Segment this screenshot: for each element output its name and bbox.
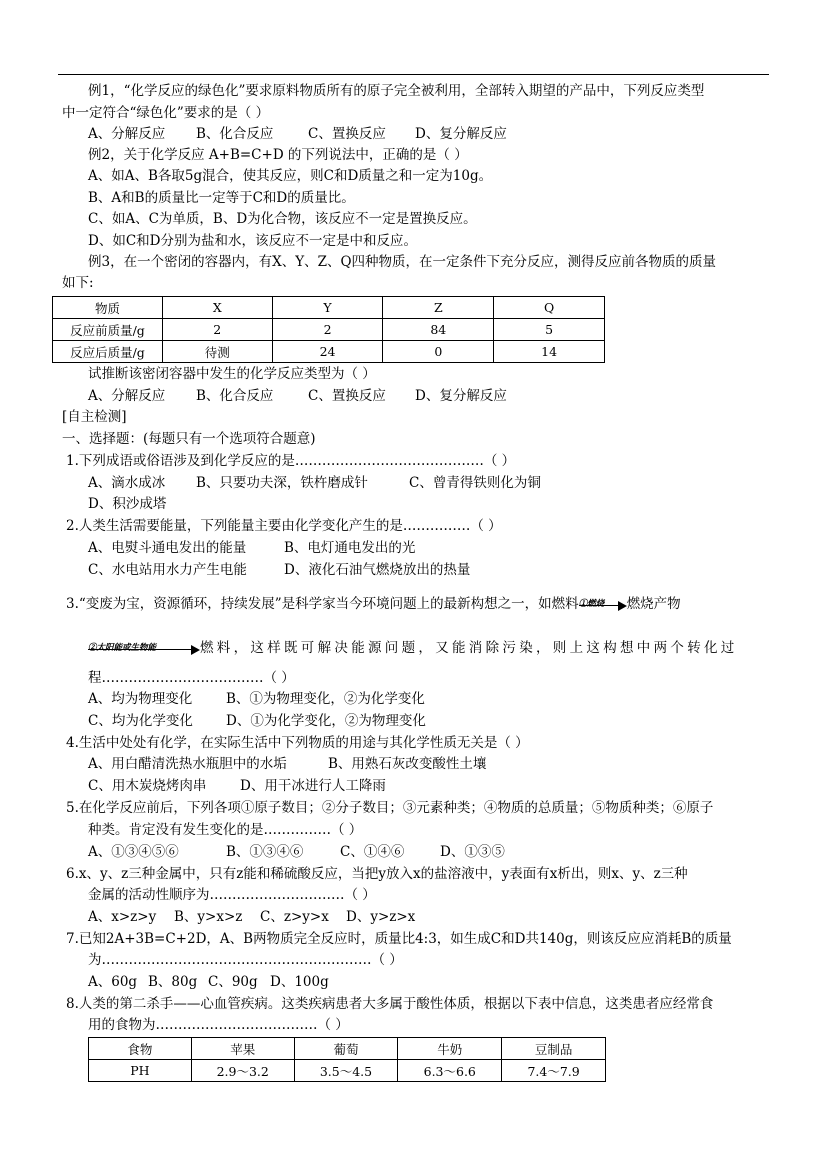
option-c: C、曾青得铁则化为铜 bbox=[409, 475, 541, 491]
table-header-row bbox=[53, 297, 605, 319]
option-a: A、60g bbox=[88, 974, 138, 990]
option-c: C、z>y>x bbox=[260, 909, 329, 925]
table-cell: 待测 bbox=[162, 341, 272, 363]
table-cell: 食物 bbox=[89, 1038, 192, 1060]
q3-options-row1 bbox=[88, 690, 425, 708]
q3-line2-text: 燃料，这样既可解决能源问题，又能消除污染，则上这构想中两个转化过 bbox=[200, 640, 738, 656]
q6-options bbox=[88, 908, 415, 926]
option-a: A、电熨斗通电发出的能量 bbox=[88, 540, 247, 556]
table-row bbox=[53, 319, 605, 341]
option-b: B、y>x>z bbox=[174, 909, 243, 925]
table-row bbox=[89, 1060, 606, 1082]
option-c: C、90g bbox=[208, 974, 258, 990]
example1-line2: 中一定符合“绿色化”要求的是（ ） bbox=[62, 105, 270, 121]
table-cell: 0 bbox=[383, 341, 494, 363]
table-cell: 葡萄 bbox=[294, 1038, 398, 1060]
option-b: B、①为物理变化，②为化学变化 bbox=[226, 691, 425, 707]
q6-line1: 6.x、y、z三种金属中，只有z能和稀硫酸反应，当把y放入x的盐溶液中，y表面有x析出，则x、y、z三种 bbox=[66, 866, 688, 882]
q4-options-row2 bbox=[88, 777, 386, 795]
table-cell: 14 bbox=[494, 341, 605, 363]
q1-options bbox=[88, 474, 541, 492]
q3-line1 bbox=[66, 595, 681, 614]
table-cell: 3.5～4.5 bbox=[294, 1060, 398, 1082]
table-cell: 豆制品 bbox=[502, 1038, 606, 1060]
table-cell: 2.9～3.2 bbox=[191, 1060, 294, 1082]
example2-option-c: C、如A、C为单质，B、D为化合物，该反应不一定是置换反应。 bbox=[88, 211, 477, 227]
example2-option-b: B、A和B的质量比一定等于C和D的质量比。 bbox=[88, 190, 355, 206]
q6-line2: 金属的活动性顺序为…………………………（ ） bbox=[88, 887, 376, 903]
q5-line2: 种类。肯定没有发生变化的是……………（ ） bbox=[88, 822, 363, 838]
option-d: D、复分解反应 bbox=[415, 388, 507, 404]
option-c: C、①④⑥ bbox=[340, 844, 405, 860]
q3-line3: 程………………………………（ ） bbox=[88, 670, 295, 686]
q7-line2: 为……………………………………………………（ ） bbox=[88, 952, 403, 968]
q2-stem: 2.人类生活需要能量，下列能量主要由化学变化产生的是……………（ ） bbox=[66, 518, 502, 534]
arrow-1 bbox=[579, 596, 627, 614]
table-cell: 84 bbox=[383, 319, 494, 341]
option-d: D、100g bbox=[270, 974, 329, 990]
example1-line1: 例1，“化学反应的绿色化”要求原料物质所有的原子完全被利用，全部转入期望的产品中，下列反应类型 bbox=[88, 83, 705, 99]
option-a: A、用白醋清洗热水瓶胆中的水垢 bbox=[88, 756, 287, 772]
section-heading: 一、选择题：(每题只有一个选项符合题意) bbox=[62, 431, 316, 447]
q1-stem: 1.下列成语或俗语涉及到化学反应的是……………………………………（ ） bbox=[66, 453, 516, 469]
example1-options bbox=[88, 125, 507, 143]
table-header-row bbox=[89, 1038, 606, 1060]
q5-line1: 5.在化学反应前后，下列各项①原子数目；②分子数目；③元素种类；④物质的总质量；⑤物质种类；⑥原子 bbox=[66, 800, 714, 816]
table-cell: 牛奶 bbox=[398, 1038, 502, 1060]
q7-line1: 7.已知2A+3B=C+2D，A、B两物质完全反应时，质量比4:3，如生成C和D共140g，则该反应应消耗B的质量 bbox=[66, 931, 732, 947]
q8-line1: 8.人类的第二杀手——心血管疾病。这类疾病患者大多属于酸性体质，根据以下表中信息，这类患者应经常食 bbox=[66, 996, 714, 1012]
option-a: A、x>z>y bbox=[88, 909, 157, 925]
table-cell: Q bbox=[494, 297, 605, 319]
example3-question: 试推断该密闭容器中发生的化学反应类型为（ ） bbox=[88, 366, 376, 382]
example3-options bbox=[88, 387, 507, 405]
table-cell: 7.4～7.9 bbox=[502, 1060, 606, 1082]
option-c: C、均为化学变化 bbox=[88, 713, 193, 729]
option-b: B、电灯通电发出的光 bbox=[284, 540, 416, 556]
arrow-2-label: ②太阳能或生物能 bbox=[88, 642, 157, 653]
q8-line2: 用的食物为………………………………（ ） bbox=[88, 1017, 349, 1033]
q1-option-d: D、积沙成塔 bbox=[88, 496, 167, 512]
ph-table bbox=[88, 1037, 606, 1082]
table-cell: 6.3～6.6 bbox=[398, 1060, 502, 1082]
table-cell: 反应前质量/g bbox=[53, 319, 163, 341]
example3-table bbox=[52, 296, 605, 363]
example2-option-d: D、如C和D分别为盐和水，该反应不一定是中和反应。 bbox=[88, 233, 417, 249]
q7-options bbox=[88, 973, 329, 991]
option-d: D、液化石油气燃烧放出的热量 bbox=[284, 562, 471, 578]
option-b: B、化合反应 bbox=[196, 126, 274, 142]
option-d: D、①③⑤ bbox=[440, 844, 505, 860]
option-a: A、分解反应 bbox=[88, 388, 166, 404]
example3-line2: 如下: bbox=[62, 275, 94, 291]
option-c: C、置换反应 bbox=[308, 126, 386, 142]
q2-options-row1 bbox=[88, 539, 415, 557]
table-cell: 2 bbox=[162, 319, 272, 341]
option-b: B、①③④⑥ bbox=[226, 844, 304, 860]
arrow-2 bbox=[88, 640, 200, 658]
q4-options-row1 bbox=[88, 755, 486, 773]
q3-options-row2 bbox=[88, 712, 426, 730]
option-a: A、①③④⑤⑥ bbox=[88, 844, 179, 860]
table-cell: 物质 bbox=[53, 297, 163, 319]
option-b: B、只要功夫深，铁杵磨成针 bbox=[196, 475, 368, 491]
table-cell: 苹果 bbox=[191, 1038, 294, 1060]
q3-line1-start: 3.“变废为宝，资源循环，持续发展”是科学家当今环境问题上的最新构想之一，如燃料 bbox=[66, 596, 579, 612]
option-d: D、复分解反应 bbox=[415, 126, 507, 142]
option-a: A、滴水成冰 bbox=[88, 475, 166, 491]
option-a: A、分解反应 bbox=[88, 126, 166, 142]
q3-line1-end: 燃烧产物 bbox=[626, 596, 681, 612]
option-b: B、80g bbox=[148, 974, 198, 990]
q2-options-row2 bbox=[88, 561, 470, 579]
table-cell: 2 bbox=[272, 319, 383, 341]
example3-line1: 例3，在一个密闭的容器内，有X、Y、Z、Q四种物质，在一定条件下充分反应，测得反应前各物质的质量 bbox=[88, 254, 717, 270]
table-row bbox=[53, 341, 605, 363]
option-b: B、化合反应 bbox=[196, 388, 274, 404]
example2-option-a: A、如A、B各取5g混合，使其反应，则C和D质量之和一定为10g。 bbox=[88, 168, 493, 184]
q3-line2 bbox=[88, 639, 738, 658]
option-d: D、y>z>x bbox=[346, 909, 416, 925]
option-d: D、①为化学变化，②为物理变化 bbox=[226, 713, 426, 729]
table-cell: 24 bbox=[272, 341, 383, 363]
header-rule bbox=[58, 74, 769, 75]
table-cell: 反应后质量/g bbox=[53, 341, 163, 363]
example2-stem: 例2，关于化学反应 A+B=C+D 的下列说法中，正确的是（ ） bbox=[88, 147, 468, 163]
q4-stem: 4.生活中处处有化学，在实际生活中下列物质的用途与其化学性质无关是（ ） bbox=[66, 735, 529, 751]
table-cell: Z bbox=[383, 297, 494, 319]
q5-options bbox=[88, 843, 505, 861]
option-b: B、用熟石灰改变酸性土壤 bbox=[328, 756, 487, 772]
option-a: A、均为物理变化 bbox=[88, 691, 193, 707]
table-cell: Y bbox=[272, 297, 383, 319]
option-c: C、用木炭烧烤肉串 bbox=[88, 778, 207, 794]
arrow-1-label: ①燃烧 bbox=[578, 598, 605, 609]
table-cell: 5 bbox=[494, 319, 605, 341]
self-check-heading: [自主检测] bbox=[62, 409, 127, 425]
option-c: C、置换反应 bbox=[308, 388, 386, 404]
table-cell: PH bbox=[89, 1060, 192, 1082]
option-d: D、用干冰进行人工降雨 bbox=[240, 778, 386, 794]
table-cell: X bbox=[162, 297, 272, 319]
option-c: C、水电站用水力产生电能 bbox=[88, 562, 247, 578]
